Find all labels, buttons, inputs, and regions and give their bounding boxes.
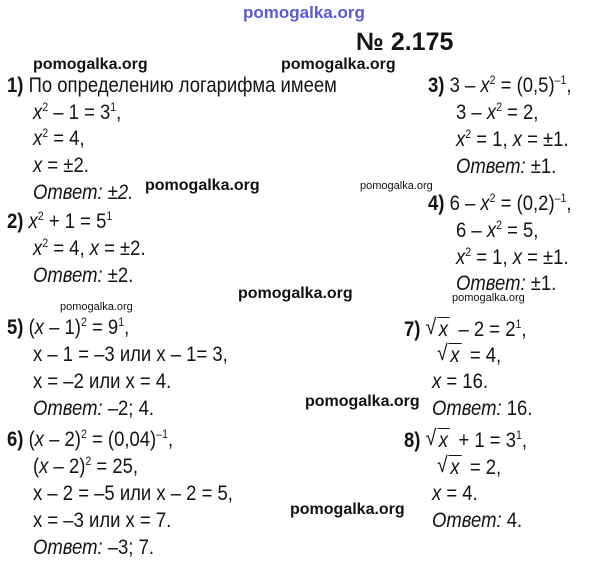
problem-7-answer: Ответ: 16. (432, 397, 533, 420)
watermark: pomogalka.org (452, 292, 525, 304)
problem-5-line-3: x = –2 или x = 4. (33, 370, 172, 393)
problem-7-number: 7) (404, 318, 421, 341)
problem-6-line-4: x = –3 или x = 7. (33, 509, 172, 532)
problem-5-answer: Ответ: –2; 4. (33, 397, 154, 420)
problem-4-number: 4) (428, 192, 445, 215)
problem-8-number: 8) (404, 429, 421, 452)
problem-2-line-2: $x^2 = 4$, x = ±2. (33, 236, 146, 260)
watermark: pomogalka.org (145, 177, 260, 194)
problem-6-number: 6) (7, 428, 24, 451)
problem-4-answer: Ответ: ±1. (456, 272, 557, 295)
problem-5-line-2: x – 1 = –3 или x – 1= 3, (33, 343, 228, 366)
problem-2-line-1: 2) $x^2 + 1 = 5^1$ (7, 209, 113, 233)
watermark: pomogalka.org (290, 501, 405, 518)
problem-6-answer: Ответ: –3; 7. (33, 536, 154, 559)
problem-8-line-3: x = 4. (432, 482, 478, 505)
problem-1-line-3: x = ±2. (33, 154, 89, 177)
problem-6-line-1: 6) $(x - 2)^2 = (0,04)^{-1}$, (7, 427, 174, 451)
watermark: pomogalka.org (305, 393, 420, 410)
problem-1-answer: Ответ: ±2. (33, 181, 134, 204)
watermark: pomogalka.org (238, 285, 353, 302)
problem-3-answer: Ответ: ±1. (456, 155, 557, 178)
watermark: pomogalka.org (281, 56, 396, 73)
sqrt-sign: √ x (437, 340, 460, 367)
problem-4-line-3: $x^2 = 1$, x = ±1. (456, 245, 569, 269)
watermark: pomogalka.org (60, 301, 133, 313)
problem-8-answer: Ответ: 4. (432, 509, 523, 532)
problem-6-line-3: x – 2 = –5 или x – 2 = 5, (33, 482, 233, 505)
problem-7-line-2: √ x = 4, (437, 340, 502, 367)
problem-3-line-1: 3) $3 - x^2 = (0,5)^{-1}$, (428, 73, 572, 97)
problem-4-line-2: $6 - x^2 = 5$, (456, 218, 539, 242)
watermark: pomogalka.org (360, 180, 433, 192)
problem-8-line-1: 8) √ $x + 1 = 3^1$, (404, 425, 528, 452)
problem-number: № 2.175 (356, 28, 454, 56)
problem-8-line-2: √ x = 2, (437, 452, 502, 479)
problem-1-number: 1) (7, 74, 24, 97)
sqrt-sign: √ x (425, 425, 449, 452)
problem-1-line-1: $x^2 - 1 = 3^1$, (33, 100, 122, 124)
problem-3-line-3: $x^2 = 1$, x = ±1. (456, 127, 569, 151)
problem-2-number: 2) (7, 210, 24, 233)
sqrt-sign: √ x (425, 314, 449, 341)
problem-5-number: 5) (7, 316, 24, 339)
problem-3-line-2: $3 - x^2 = 2$, (456, 100, 539, 124)
problem-1-line-2: $x^2 = 4$, (33, 126, 85, 150)
problem-3-number: 3) (428, 74, 445, 97)
problem-7-line-3: x = 16. (432, 370, 489, 393)
sqrt-sign: √ x (437, 452, 460, 479)
problem-5-line-1: 5) $(x - 1)^2 = 9^1$, (7, 315, 130, 339)
problem-7-line-1: 7) √ $x - 2 = 2^1$, (404, 314, 527, 341)
watermark-top: pomogalka.org (243, 3, 365, 22)
problem-4-line-1: 4) $6 - x^2 = (0,2)^{-1}$, (428, 191, 572, 215)
problem-1-intro (7, 74, 337, 98)
problem-6-line-2: (x – 2)$^2$ = 25, (33, 454, 139, 478)
problem-2-answer: Ответ: ±2. (33, 264, 134, 287)
watermark: pomogalka.org (33, 56, 148, 73)
problem-1-intro-text: По определению логарифма имеем (28, 74, 337, 97)
